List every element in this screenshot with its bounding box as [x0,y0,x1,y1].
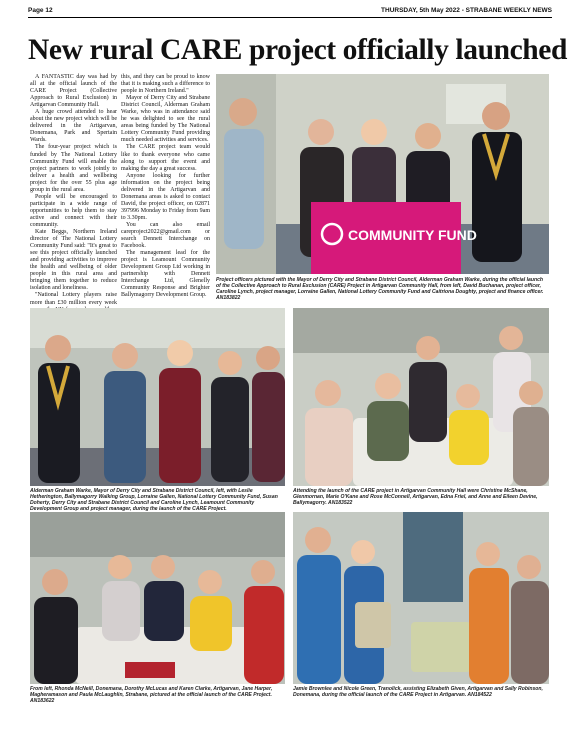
paragraph: A FANTASTIC day was had by all at the official launch of the CARE Project (Collective Approach to Rural Exclusion) in Artigarvan Community Hall. [30,74,117,109]
running-header [28,7,552,17]
paragraph: this, and they can be proud to know that it is making such a difference to people in Northern Ireland." [121,74,210,95]
photo-women-table [30,512,285,684]
photo-volunteers-bags [293,512,549,684]
dateline: THURSDAY, 5th May 2022 - STRABANE WEEKLY NEWS [381,7,552,14]
paragraph: Kate Beggs, Northern Ireland director of The National Lottery Community Fund said: "It's great to see this project officially launched and providing activities to improve the health and wellbeing of older people in this rural area and bringing them together to reduce isolation and loneliness. [30,229,117,292]
caption-2: Alderman Graham Warke, Mayor of Derry City and Strabane District Council, left, with Leslie Hetherington, Ballymagorry Walking Group, Lorraine Gallen, National Lottery Community Fund, Susan Doherty, Derry City and Strabane District Council and Caroline Lynch, Leamount Community Development Group and project manager, during the launch of the CARE Project. [30,488,278,513]
paragraph: Anyone looking for further information on the project being delivered in the Artigarvan and Donemana areas is asked to contact David, the project officer, on 02871 397996 Monday to Friday from 9am to 3.30pm. [121,172,210,221]
caption-4: From left, Rhonda McNeill, Donemana, Dorothy McLucas and Karen Clarke, Artigarvan, Jane Harper, Magheramason and Paula McLaughlin, Strabane, pictured at the official launch of the CARE Project. AN183622 [30,686,273,705]
paragraph: "National Lottery players raise more than £30 million every week [30,292,117,306]
article-column-2 [121,74,210,306]
caption-5: Jamie Brownlee and Nicole Green, Tranolick, assisting Elizabeth Given, Artigarvan and Sally Robinson, Donemana, during the official launch of the CARE Project in Artigarvan. AN184522 [293,686,543,699]
caption-1: Project officers pictured with the Mayor of Derry City and Strabane District Council, Alderman Graham Warke, during the official launch of the Collective Approach to Rural Exclusion (CARE) Project in Artigarvan Community Hall, from left, David Buchanan, project officer, Caroline Lynch, project manager, Lorraine Gallen, National Lottery Community Fund and Caitriona Doughty, project and finance officer. AN183822 [216,277,544,302]
photo-project-officers [216,74,549,274]
photo-attendees-table [293,308,549,486]
paragraph: People will be encouraged to participate in a wide range of opportunities to help them to stay active and connect with their community. [30,193,117,228]
page-number: Page 12 [28,7,53,14]
banner-text: COMMUNITY FUND [348,227,477,243]
paragraph: You can also email careproject2022@gmail.com or search Dennett Interchange on Facebook. [121,221,210,250]
paragraph: Mayor of Derry City and Strabane District Council, Alderman Graham Warke, who was in attendance said he was delighted to see the rural areas being funded by The National Lottery Community Fund providing much needed activities and services. [121,95,210,144]
photo-mayor-group [30,308,285,486]
article-column-1 [30,74,117,306]
header-rule [28,17,552,18]
paragraph: The CARE project team would like to thank everyone who came along to support the event and making the day a great success. [121,144,210,172]
paragraph: A huge crowd attended to hear about the new project which will be delivered in the Artigarvan, Donemana, Park and Spertain Wards. [30,109,117,144]
headline: New rural CARE project officially launched [28,34,567,66]
paragraph: The four-year project which is funded by The National Lottery Community Fund will enable the project partners to work jointly to deliver a health and wellbeing project for the over 55 plus age group in the rural area. [30,144,117,193]
caption-3: Attending the launch of the CARE project in Artigarvan Community Hall were Christine McShane, Glenmornan, Marie O'Kane and Rose McConnell, Artigarvan, Edna Friel, and Anne and Eileen Devine, Ballymagorry. AN183522 [293,488,538,507]
paragraph: The management lead for the project is Leamount Community Development Group Ltd working in partnership with Dennett Interchange Ltd, Glenelly Community Response and Brighter Ballymagorry Development Group. [121,250,210,299]
